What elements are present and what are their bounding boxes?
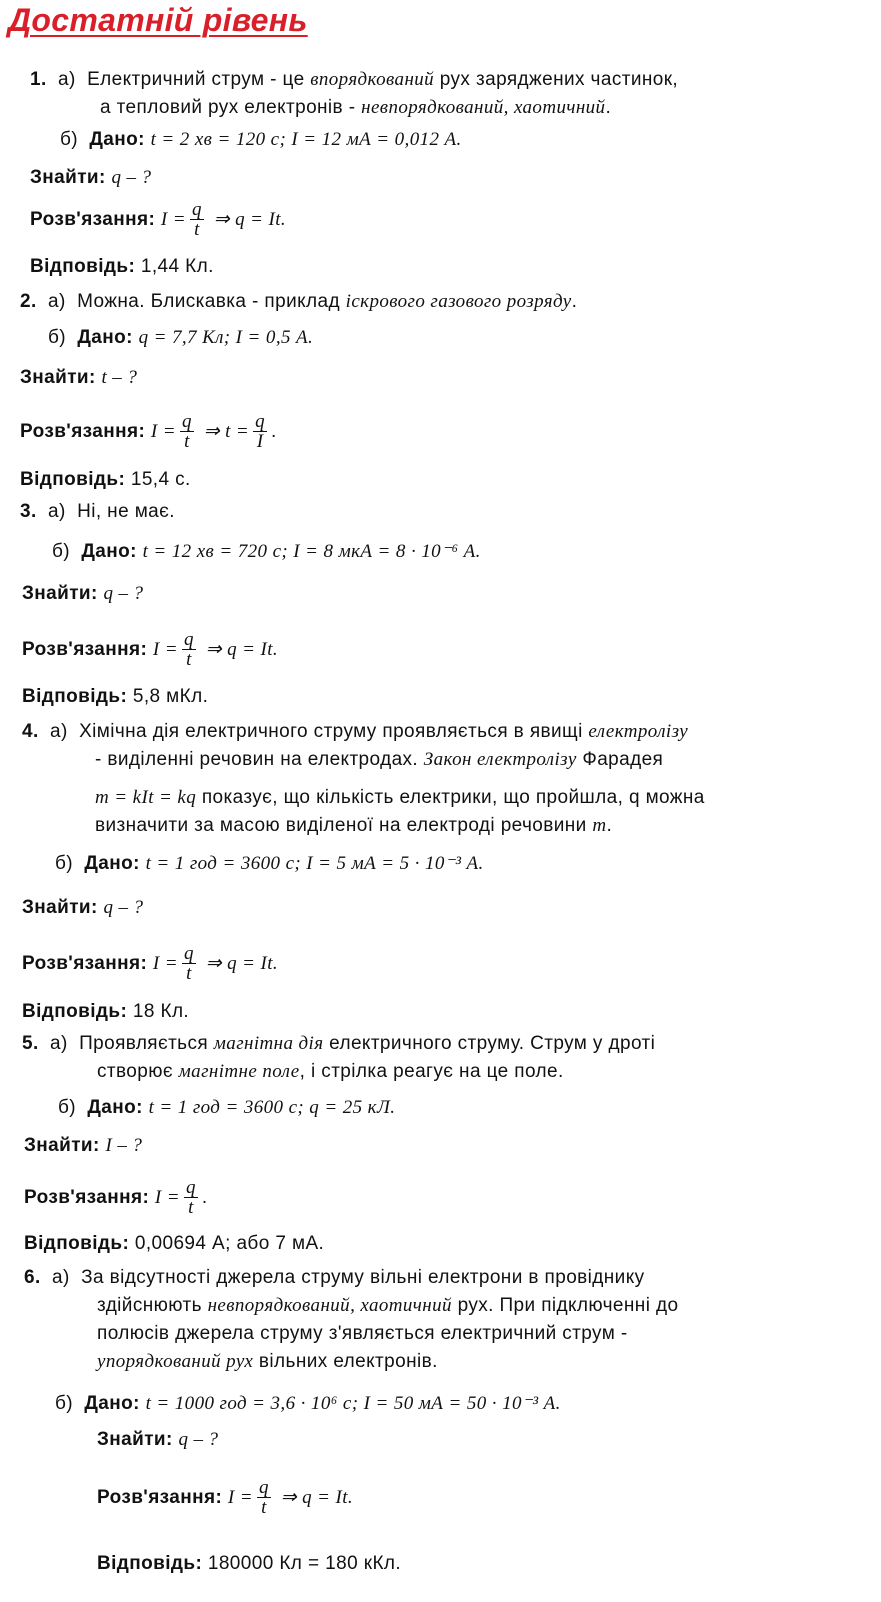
answer-value: 15,4 с.	[130, 469, 191, 490]
problem-number: 6.	[24, 1267, 41, 1288]
text: .	[571, 291, 578, 312]
emphasis: упорядкований рух	[97, 1351, 254, 1372]
problem-number: 5.	[22, 1033, 39, 1054]
numerator: q	[184, 943, 194, 965]
find-value: q – ?	[178, 1429, 219, 1450]
given-value: t = 1 год = 3600 с; q = 25 кЛ.	[148, 1097, 396, 1118]
answer-value: 18 Кл.	[132, 1001, 190, 1022]
problem-5-part-a-line2	[97, 1060, 564, 1084]
emphasis: m = kIt = kq	[95, 787, 197, 808]
text: а тепловий рух електронів -	[100, 97, 362, 118]
problem-2-solution	[20, 410, 277, 454]
answer-value: 5,8 мКл.	[132, 686, 209, 707]
page-title: Достатній рівень	[8, 2, 308, 38]
text: рух заряджених частинок,	[434, 69, 679, 90]
fraction	[190, 200, 204, 239]
formula: I =	[154, 1187, 181, 1208]
denominator: t	[188, 1197, 194, 1219]
numerator: q	[259, 1477, 269, 1499]
problem-4-part-a-line4	[95, 814, 612, 838]
answer-label: Відповідь:	[30, 256, 136, 277]
part-a-label: а)	[52, 1267, 70, 1288]
part-a-label: а)	[50, 1033, 68, 1054]
find-label: Знайти:	[24, 1135, 100, 1156]
given-label: Дано:	[89, 129, 145, 150]
denominator: t	[186, 963, 192, 985]
numerator: q	[192, 199, 202, 221]
part-a-label: а)	[58, 69, 76, 90]
problem-number: 3.	[20, 501, 37, 522]
answer-label: Відповідь:	[20, 469, 126, 490]
find-label: Знайти:	[20, 367, 96, 388]
solution-label: Розв'язання:	[22, 953, 148, 974]
solution-label: Розв'язання:	[30, 209, 156, 230]
find-label: Знайти:	[97, 1429, 173, 1450]
emphasis: m	[592, 815, 607, 836]
problem-number: 2.	[20, 291, 37, 312]
given-label: Дано:	[84, 853, 140, 874]
part-b-label: б)	[60, 129, 79, 150]
denominator: t	[184, 431, 190, 453]
numerator: q	[182, 411, 192, 433]
find-value: q – ?	[103, 897, 144, 918]
formula: I =	[160, 209, 187, 230]
problem-4-part-a-line2	[95, 748, 663, 772]
given-value: t = 1000 год = 3,6 · 10⁶ с; I = 50 мА = 50 · 10⁻³ А.	[145, 1393, 561, 1414]
text: створює	[97, 1061, 179, 1082]
text: Проявляється	[79, 1033, 214, 1054]
part-b-label: б)	[48, 327, 67, 348]
emphasis: електролізу	[588, 721, 689, 742]
solution-label: Розв'язання:	[20, 421, 146, 442]
fraction	[184, 1178, 198, 1217]
problem-4-answer	[22, 1000, 189, 1024]
text: електричного струму. Струм у дроті	[323, 1033, 656, 1054]
answer-value: 0,00694 А; або 7 мА.	[134, 1233, 325, 1254]
numerator: q	[255, 411, 266, 433]
problem-1-find	[30, 166, 151, 190]
problem-6-solution	[97, 1476, 353, 1520]
problem-4-part-a	[22, 720, 688, 744]
problem-6-part-a	[24, 1266, 645, 1290]
problem-2-given	[48, 326, 313, 350]
problem-5-find	[24, 1134, 142, 1158]
text: .	[271, 421, 277, 442]
part-a-label: а)	[48, 501, 66, 522]
formula: ⇒ q = It.	[213, 209, 287, 230]
problem-5-given	[58, 1096, 395, 1120]
answer-value: 180000 Кл = 180 кКл.	[207, 1553, 402, 1574]
text: здійснюють	[97, 1295, 208, 1316]
problem-3-find	[22, 582, 143, 606]
find-label: Знайти:	[22, 897, 98, 918]
answer-label: Відповідь:	[22, 1001, 128, 1022]
problem-6-answer	[97, 1552, 401, 1576]
text: Фарадея	[576, 749, 664, 770]
part-a-label: а)	[50, 721, 68, 742]
problem-4-part-a-line3	[95, 786, 705, 810]
answer-label: Відповідь:	[22, 686, 128, 707]
solution-label: Розв'язання:	[24, 1187, 150, 1208]
problem-3-part-a	[20, 500, 175, 524]
fraction	[182, 630, 196, 669]
problem-3-answer	[22, 685, 208, 709]
part-b-label: б)	[55, 1393, 74, 1414]
fraction	[253, 412, 267, 451]
problem-5-answer	[24, 1232, 324, 1256]
emphasis: невпорядкований, хаотичний	[361, 97, 606, 118]
problem-4-find	[22, 896, 143, 920]
find-value: q – ?	[103, 583, 144, 604]
problem-1-part-a	[30, 68, 678, 92]
problem-1-solution	[30, 198, 286, 242]
text: Електричний струм - це	[87, 69, 311, 90]
emphasis: Закон електролізу	[423, 749, 577, 770]
emphasis: іскрового газового розряду	[345, 291, 572, 312]
part-b-label: б)	[55, 853, 74, 874]
text: , і стрілка реагує на це поле.	[299, 1061, 564, 1082]
part-b-label: б)	[52, 541, 71, 562]
emphasis: магнітне поле	[178, 1061, 300, 1082]
text: вільних електронів.	[253, 1351, 438, 1372]
emphasis: впорядкований	[310, 69, 435, 90]
formula: I =	[152, 639, 179, 660]
given-value: t = 2 хв = 120 с; I = 12 мА = 0,012 А.	[150, 129, 462, 150]
problem-6-part-a-line3	[97, 1322, 628, 1346]
answer-label: Відповідь:	[97, 1553, 203, 1574]
text: - виділенні речовин на електродах.	[95, 749, 424, 770]
problem-6-part-a-line4	[97, 1350, 438, 1374]
problem-3-solution	[22, 628, 278, 672]
numerator: q	[184, 629, 194, 651]
text: Ні, не має.	[77, 501, 175, 522]
given-label: Дано:	[81, 541, 137, 562]
formula: ⇒ t =	[203, 421, 250, 442]
formula: ⇒ q = It.	[205, 953, 279, 974]
solution-label: Розв'язання:	[22, 639, 148, 660]
denominator: t	[194, 219, 200, 241]
text: .	[201, 1187, 208, 1208]
problem-number: 4.	[22, 721, 39, 742]
part-b-label: б)	[58, 1097, 77, 1118]
emphasis: магнітна дія	[213, 1033, 324, 1054]
problem-1-part-a-line2	[100, 96, 611, 120]
formula: ⇒ q = It.	[280, 1487, 354, 1508]
problem-5-solution	[24, 1176, 208, 1220]
find-value: q – ?	[111, 167, 152, 188]
problem-2-part-a	[20, 290, 577, 314]
problem-5-part-a	[22, 1032, 655, 1056]
find-value: t – ?	[101, 367, 138, 388]
problem-number: 1.	[30, 69, 47, 90]
answer-value: 1,44 Кл.	[140, 256, 214, 277]
given-value: q = 7,7 Кл; I = 0,5 А.	[138, 327, 314, 348]
text: За відсутності джерела струму вільні електрони в провіднику	[81, 1267, 645, 1288]
problem-4-solution	[22, 942, 278, 986]
emphasis: невпорядкований, хаотичний	[207, 1295, 452, 1316]
problem-2-answer	[20, 468, 191, 492]
problem-6-find	[97, 1428, 218, 1452]
text: .	[606, 815, 613, 836]
text: показує, що кількість електрики, що пройшла, q можна	[196, 787, 705, 808]
formula: I =	[152, 953, 179, 974]
text: рух. При підключенні до	[451, 1295, 679, 1316]
problem-6-given	[55, 1392, 561, 1416]
text: .	[605, 97, 612, 118]
fraction	[180, 412, 194, 451]
denominator: I	[256, 431, 264, 453]
find-value: I – ?	[105, 1135, 143, 1156]
problem-1-given	[60, 128, 462, 152]
problem-4-given	[55, 852, 484, 876]
formula: I =	[150, 421, 177, 442]
numerator: q	[186, 1177, 196, 1199]
fraction	[257, 1478, 271, 1517]
denominator: t	[186, 649, 192, 671]
text: Хімічна дія електричного струму проявляється в явищі	[79, 721, 589, 742]
denominator: t	[261, 1497, 267, 1519]
given-value: t = 1 год = 3600 с; I = 5 мА = 5 · 10⁻³ А.	[145, 853, 484, 874]
text: Можна. Блискавка - приклад	[77, 291, 346, 312]
given-value: t = 12 хв = 720 с; I = 8 мкА = 8 · 10⁻⁶ А.	[142, 541, 481, 562]
problem-3-given	[52, 540, 481, 564]
text: полюсів джерела струму з'являється електричний струм -	[97, 1323, 628, 1344]
formula: I =	[227, 1487, 254, 1508]
given-label: Дано:	[84, 1393, 140, 1414]
text: визначити за масою виділеної на електроді речовини	[95, 815, 593, 836]
fraction	[182, 944, 196, 983]
find-label: Знайти:	[30, 167, 106, 188]
problem-2-find	[20, 366, 137, 390]
answer-label: Відповідь:	[24, 1233, 130, 1254]
find-label: Знайти:	[22, 583, 98, 604]
solution-label: Розв'язання:	[97, 1487, 223, 1508]
given-label: Дано:	[87, 1097, 143, 1118]
part-a-label: а)	[48, 291, 66, 312]
problem-1-answer	[30, 255, 214, 279]
given-label: Дано:	[77, 327, 133, 348]
formula: ⇒ q = It.	[205, 639, 279, 660]
problem-6-part-a-line2	[97, 1294, 678, 1318]
